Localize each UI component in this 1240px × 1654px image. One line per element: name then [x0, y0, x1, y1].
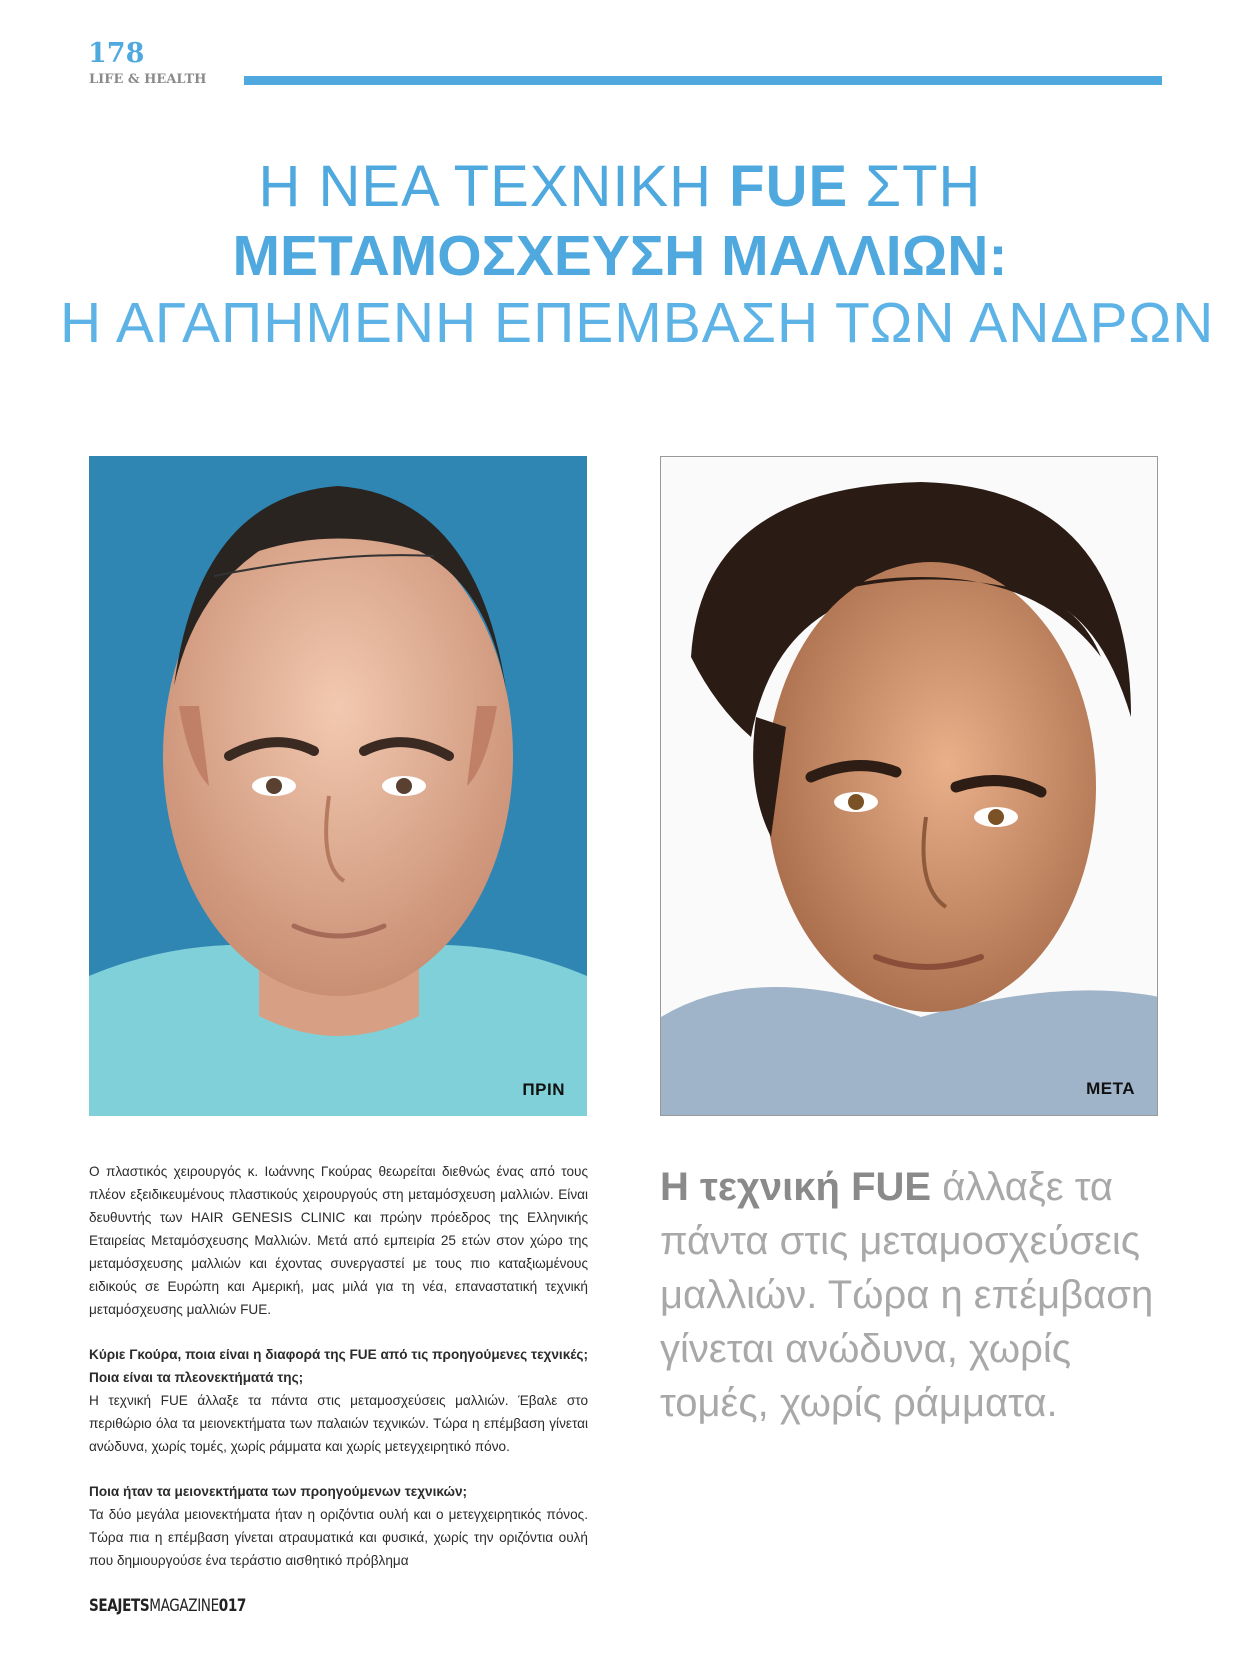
answer-2: Τα δύο μεγάλα μειονεκτήματα ήταν η οριζόντια ουλή και ο μετεγχειρητικός πόνος. Τώρα πια η επέμβαση γίνεται ατραυματικά και φυσικά, χωρίς την οριζόντια ουλή που δημιουργούσε ένα τεράστιο αισθητικό πρόβλημα [89, 1507, 588, 1568]
title-line-1: Η ΝΕΑ ΤΕΧΝΙΚΗ FUE ΣΤΗ [258, 154, 982, 219]
article-body [89, 1160, 588, 1594]
before-portrait-illustration [89, 456, 587, 1116]
after-portrait-illustration [661, 457, 1158, 1116]
before-photo [89, 456, 587, 1116]
page-number: 178 [88, 38, 145, 69]
after-label: ΜΕΤΑ [1086, 1079, 1135, 1098]
intro-paragraph: Ο πλαστικός χειρουργός κ. Ιωάννης Γκούρας θεωρείται διεθνώς ένας από τους πλέον εξειδικευμένους πλαστικούς χειρουργούς στη μεταμόσχευση μαλλιών. Είναι δευθυντής των HAIR GENESIS CLINIC και πρώην πρόεδρος της Ελληνικής Εταιρείας Μεταμόσχευσης Μαλλιών. Μετά από εμπειρία 25 ετών στον χώρο της μεταμόσχευσης μαλλιών και έχοντας συνεργαστεί με τους πιο καταξιωμένους ειδικούς σε Ευρώπη και Αμερική, μας μιλά για τη νέα, επαναστατική τεχνική μεταμόσχευσης μαλλιών FUE. [89, 1164, 588, 1317]
question-1: Κύριε Γκούρα, ποια είναι η διαφορά της FUE από τις προηγούμενες τεχνικές; Ποια είναι τα πλεονεκτήματά της; [89, 1347, 588, 1385]
after-photo [660, 456, 1158, 1116]
title-line-2: ΜΕΤΑΜΟΣΧΕΥΣΗ ΜΑΛΛΙΩΝ: [232, 224, 1008, 288]
question-2: Ποια ήταν τα μειονεκτήματα των προηγούμενων τεχνικών; [89, 1484, 468, 1499]
title-line-3: Η ΑΓΑΠΗΜΕΝΗ ΕΠΕΜΒΑΣΗ ΤΩΝ ΑΝΔΡΩΝ [60, 291, 1215, 355]
section-label: LIFE & HEALTH [89, 72, 207, 87]
pull-quote: Η τεχνική FUE άλλαξε τα πάντα στις μεταμοσχεύσεις μαλλιών. Τώρα η επέμβαση γίνεται ανώδυνα, χωρίς τομές, χωρίς ράμματα. [660, 1165, 1154, 1425]
answer-1: Η τεχνική FUE άλλαξε τα πάντα στις μεταμοσχεύσεις μαλλιών. Έβαλε στο περιθώριο όλα τα μειονεκτήματα των παλαιών τεχνικών. Τώρα η επέμβαση γίνεται ανώδυνα, χωρίς τομές, χωρίς ράμματα και χωρίς μετεγχειρητικό πόνο. [89, 1393, 588, 1454]
header-rule [244, 76, 1162, 85]
footer-magazine-title: SEAJETSMAGAZINE017 [89, 1596, 246, 1616]
before-label: ΠΡΙΝ [522, 1080, 565, 1099]
